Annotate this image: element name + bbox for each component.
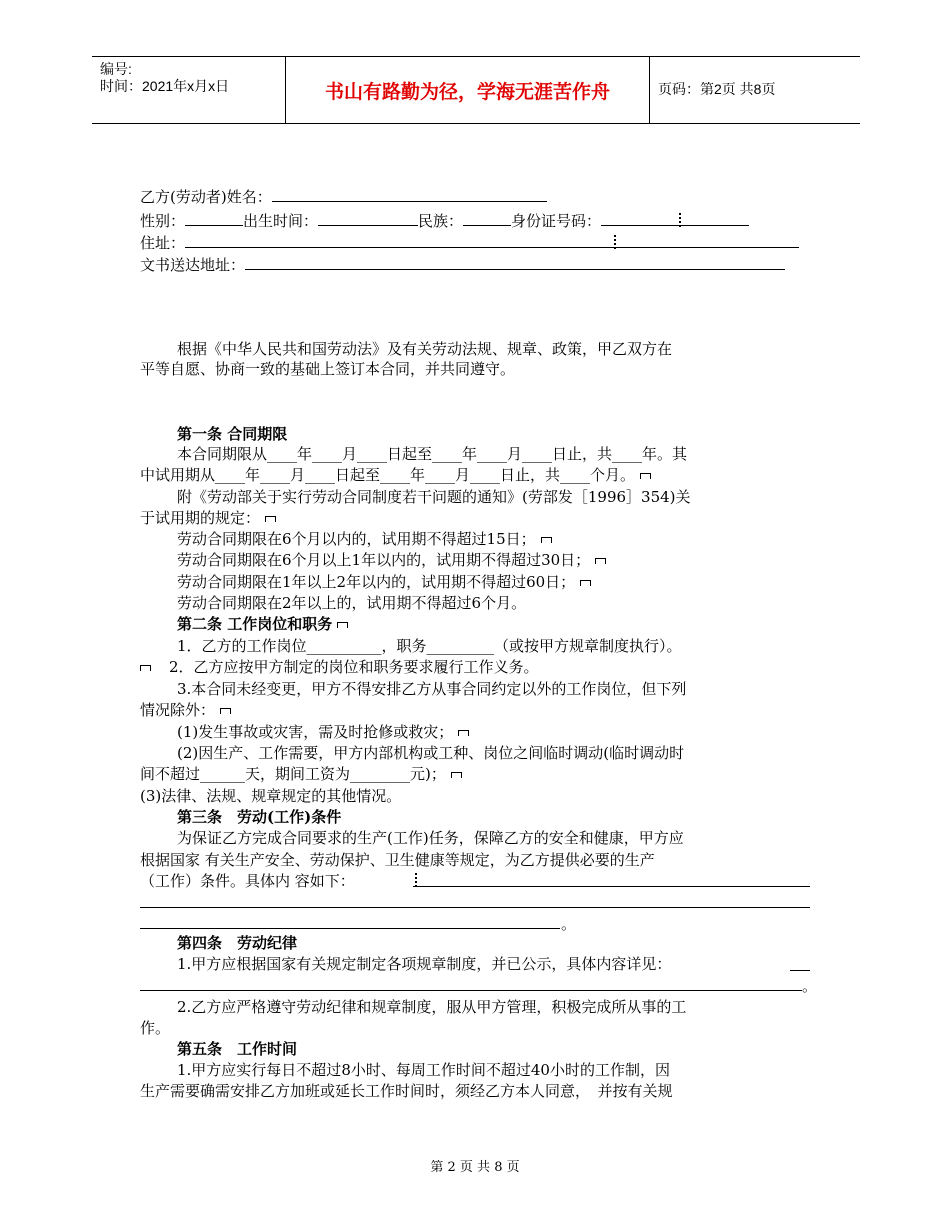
- party-b-mail-line: [140, 255, 785, 275]
- article-5-line: 1.甲方应实行每日不超过8小时、每周工作时间不超过40小时的工作制，因: [177, 1061, 670, 1079]
- address-blank: [185, 233, 799, 248]
- article-1-text: 劳动合同期限在6个月以内的，试用期不得超过15日；: [177, 530, 536, 548]
- birth-blank: [318, 211, 418, 226]
- serial-label: 编号:: [100, 61, 132, 77]
- conditions-blank: [140, 907, 810, 908]
- paragraph-mark: [458, 730, 469, 736]
- article-2-line: 3.本合同未经变更，甲方不得安排乙方从事合同约定以外的工作岗位，但下列: [177, 680, 687, 698]
- discipline-blank: [790, 970, 810, 971]
- article-2-title: [177, 614, 348, 634]
- dotted-marker: [614, 235, 616, 249]
- paragraph-mark: [640, 473, 651, 479]
- article-1-line: [177, 550, 606, 570]
- article-2-title-text: 第二条 工作岗位和职务: [177, 615, 333, 633]
- gender-blank: [185, 211, 243, 226]
- article-4-line: 2.乙方应严格遵守劳动纪律和规章制度，服从甲方管理，积极完成所从事的工: [177, 998, 687, 1016]
- article-4-line: 1.甲方应根据国家有关规定制定各项规章制度，并已公示，具体内容详见：: [177, 955, 672, 973]
- article-2-line: [140, 657, 539, 677]
- paragraph-mark: [595, 558, 606, 564]
- article-5-title: 第五条 工作时间: [177, 1040, 298, 1058]
- name-blank: [272, 187, 547, 202]
- conditions-blank: [413, 886, 810, 887]
- article-4-title: 第四条 劳动纪律: [177, 934, 298, 952]
- header-page-number: 页码：第2页 共8页: [658, 81, 776, 97]
- article-1-text: 于试用期的规定：: [140, 509, 261, 527]
- paragraph-mark: [451, 772, 462, 778]
- page-footer: 第 2 页 共 8 页: [430, 1160, 520, 1175]
- birth-label: 出生时间：: [243, 212, 319, 230]
- page-header: [92, 56, 860, 124]
- article-2-line: [177, 722, 469, 742]
- article-2-line: [140, 700, 231, 720]
- article-3-line: 根据国家 有关生产安全、劳动保护、卫生健康等规定，为乙方提供必要的生产: [140, 851, 655, 869]
- party-b-address-line: [140, 233, 799, 253]
- ethnicity-label: 民族：: [418, 212, 464, 230]
- article-1-title: 第一条 合同期限: [177, 425, 288, 443]
- header-meta: [100, 61, 285, 95]
- dotted-marker: [679, 213, 681, 227]
- paragraph-mark: [580, 580, 591, 586]
- gender-label: 性别：: [140, 212, 186, 230]
- article-3-line: 为保证乙方完成合同要求的生产(工作)任务，保障乙方的安全和健康，甲方应: [177, 829, 684, 847]
- article-1-text: 劳动合同期限在1年以上2年以内的，试用期不得超过60日；: [177, 573, 576, 591]
- discipline-blank: [140, 990, 802, 991]
- article-1-text: 中试用期从____年____月____日起至____年____月____日止，共____个月。: [140, 466, 636, 484]
- article-5-line: 生产需要确需安排乙方加班或延长工作时间时，须经乙方本人同意， 并按有关规: [140, 1082, 673, 1100]
- header-motto: 书山有路勤为径，学海无涯苦作舟: [324, 81, 610, 103]
- article-2-text: 情况除外：: [140, 701, 216, 719]
- paragraph-mark: [541, 537, 552, 543]
- paragraph-mark: [265, 516, 276, 522]
- article-1-line: [140, 508, 276, 528]
- id-label: 身份证号码：: [511, 212, 602, 230]
- article-2-text: 间不超过______天，期间工资为________元)；: [140, 765, 446, 783]
- article-1-line: [140, 465, 651, 485]
- dotted-marker: [415, 873, 417, 887]
- article-1-line: [177, 529, 552, 549]
- article-2-line: [140, 764, 462, 784]
- conditions-blank: [140, 928, 560, 929]
- article-3-line: （工作）条件。具体内 容如下：: [140, 872, 355, 890]
- preamble-line: 平等自愿、协商一致的基础上签订本合同，并共同遵守。: [140, 360, 516, 378]
- paragraph-mark: [140, 665, 151, 671]
- party-b-details-line: [140, 211, 749, 231]
- article-2-line: (2)因生产、工作需要，甲方内部机构或工种、岗位之间临时调动(临时调动时: [177, 744, 685, 762]
- article-2-line: (3)法律、法规、规章规定的其他情况。: [140, 787, 402, 805]
- article-1-line: [177, 572, 591, 592]
- article-2-line: 1．乙方的工作岗位__________，职务_________（或按甲方规章制度执行）。: [177, 637, 682, 655]
- article-3-end: 。: [561, 915, 577, 933]
- article-1-line: 本合同期限从____年____月____日起至____年____月____日止，共____年。其: [177, 445, 688, 463]
- article-4-end: 。: [802, 977, 818, 995]
- ethnicity-blank: [463, 211, 511, 226]
- article-1-text: 劳动合同期限在6个月以上1年以内的，试用期不得超过30日；: [177, 551, 591, 569]
- preamble-line: 根据《中华人民共和国劳动法》及有关劳动法规、规章、政策，甲乙双方在: [177, 340, 673, 358]
- header-divider: [649, 57, 650, 123]
- id-blank: [601, 211, 749, 226]
- name-label: 乙方(劳动者)姓名：: [140, 188, 272, 206]
- party-b-name-line: [140, 187, 547, 207]
- paragraph-mark: [337, 622, 348, 628]
- article-1-line: 劳动合同期限在2年以上的，试用期不得超过6个月。: [177, 594, 527, 612]
- address-label: 住址：: [140, 234, 186, 252]
- paragraph-mark: [220, 708, 231, 714]
- article-2-text: (1)发生事故或灾害，需及时抢修或救灾；: [177, 723, 454, 741]
- article-1-line: 附《劳动部关于实行劳动合同制度若干问题的通知》(劳部发［1996］354)关: [177, 488, 691, 506]
- mail-blank: [245, 255, 785, 270]
- article-2-text: 2．乙方应按甲方制定的岗位和职务要求履行工作义务。: [169, 658, 539, 676]
- article-3-title: 第三条 劳动(工作)条件: [177, 808, 342, 826]
- time-label: 时间：2021年x月x日: [100, 78, 230, 94]
- mail-label: 文书送达地址：: [140, 256, 246, 274]
- article-4-line: 作。: [140, 1019, 171, 1037]
